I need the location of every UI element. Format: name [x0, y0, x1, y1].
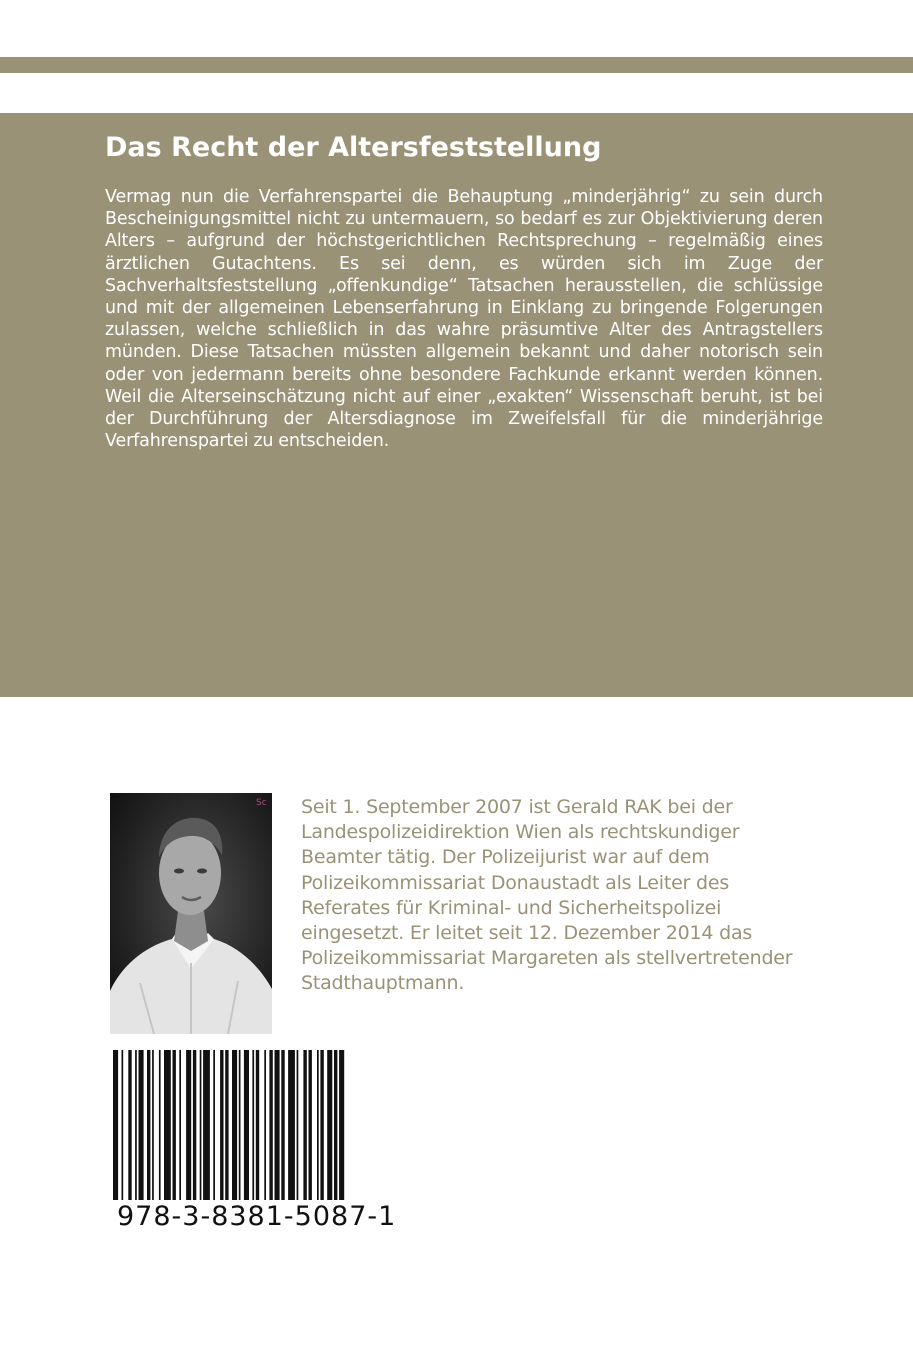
author-portrait-icon — [110, 793, 272, 1034]
barcode-bar — [334, 1050, 337, 1200]
top-stripe — [0, 57, 913, 73]
barcode-bar — [200, 1050, 202, 1200]
barcode-bar — [213, 1050, 215, 1200]
barcode-bar — [275, 1050, 280, 1200]
barcode-bar — [320, 1050, 323, 1200]
barcode-bar — [122, 1050, 124, 1200]
barcode-bar — [339, 1050, 344, 1200]
barcode-bar — [193, 1050, 196, 1200]
isbn-number: 978-3-8381-5087-1 — [117, 1201, 397, 1232]
barcode-bar — [179, 1050, 181, 1200]
barcode-bar — [269, 1050, 272, 1200]
barcode-bar — [203, 1050, 210, 1200]
barcode-bar — [303, 1050, 306, 1200]
barcode-bar — [173, 1050, 176, 1200]
barcode-bar — [317, 1050, 319, 1200]
barcode-bar — [159, 1050, 161, 1200]
book-title: Das Recht der Altersfeststellung — [105, 132, 602, 163]
svg-text:Sc: Sc — [256, 798, 267, 808]
barcode-bar — [225, 1050, 228, 1200]
barcode-bar — [256, 1050, 259, 1200]
barcode-bar — [239, 1050, 241, 1200]
barcode-bar — [309, 1050, 312, 1200]
barcode-bar — [113, 1050, 118, 1200]
barcode-bar — [152, 1050, 154, 1200]
barcode-bar — [147, 1050, 150, 1200]
barcode-bar — [297, 1050, 299, 1200]
barcode-bar — [281, 1050, 284, 1200]
barcode-bar — [220, 1050, 223, 1200]
barcode-bar — [128, 1050, 131, 1200]
author-bio: Seit 1. September 2007 ist Gerald RAK bei der Landespolizeidirektion Wien als rechtskundiger Beamter tätig. Der Polizeijurist war auf dem Polizeikommissariat Donaustadt als Leiter des Referates für Kriminal- und Sicherheitspolizei eingesetzt. Er leitet seit 12. Dezember 2014 das Polizeikommissariat Margareten als stellvertretender Stadthauptmann. — [301, 796, 793, 995]
barcode-bar — [135, 1050, 137, 1200]
barcode-bar — [244, 1050, 249, 1200]
barcode-bar — [327, 1050, 332, 1200]
barcode-bar — [264, 1050, 266, 1200]
book-blurb: Vermag nun die Verfahrenspartei die Behauptung „minderjährig“ zu sein durch Bescheinigungsmittel nicht zu untermauern, so bedarf es zur Objektivierung deren Alters – aufgrund der höchstgerichtlichen Rechtsprechung – regelmäßig eines ärztlichen Gutachtens. Es sei denn, es würden sich im Zuge der Sachverhaltsfeststellung „offenkundige“ Tatsachen herausstellen, die schlüssige und mit der allgemeinen Lebenserfahrung in Einklang zu bringende Folgerungen zulassen, welche schließlich in das wahre präsumtive Alter des Antragstellers münden. Diese Tatsachen müssten allgemein bekannt und daher notorisch sein oder von jedermann bereits ohne besondere Fachkunde erkannt werden können. Weil die Alterseinschätzung nicht auf einer „exakten“ Wissenschaft beruht, ist bei der Durchführung der Altersdiagnose im Zweifelsfall für die minderjährige Verfahrenspartei zu entscheiden. — [105, 187, 823, 452]
barcode-bar — [186, 1050, 191, 1200]
barcode-bar — [164, 1050, 171, 1200]
barcode-bar — [232, 1050, 237, 1200]
barcode-bar — [252, 1050, 254, 1200]
barcode-bar — [288, 1050, 295, 1200]
author-photo — [110, 793, 272, 1034]
barcode-bar — [139, 1050, 144, 1200]
isbn-barcode — [111, 1050, 391, 1200]
